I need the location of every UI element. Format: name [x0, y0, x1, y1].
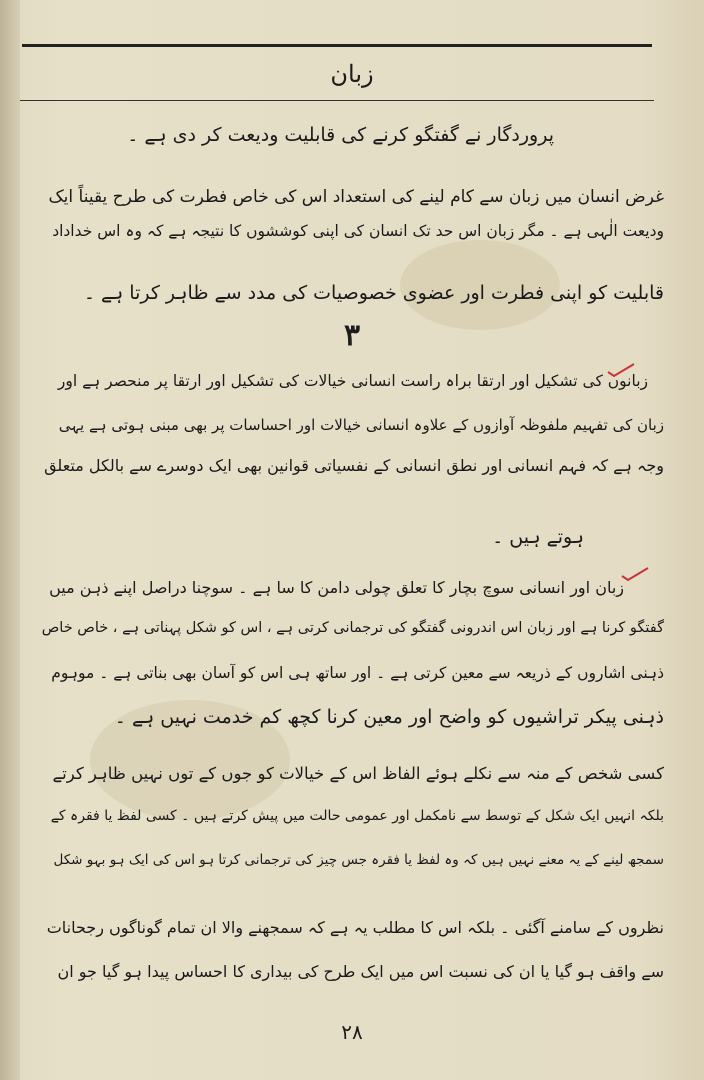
text-line: بلکہ انہیں ایک شکل کے توسط سے نامکمل اور عمومی حالت میں پیش کرتے ہیں ۔ کسی لفظ یا فقرہ کے	[50, 808, 664, 824]
red-checkmark-icon	[620, 566, 650, 582]
header-rule-bottom	[20, 100, 654, 101]
book-binding-edge	[0, 0, 20, 1080]
text-line: نظروں کے سامنے آگئی ۔ بلکہ اس کا مطلب یہ ہے کہ سمجھنے والا ان تمام گوناگوں رجحانات	[46, 918, 664, 937]
text-line: ہوتے ہیں ۔	[492, 526, 584, 548]
header-rule-top	[22, 44, 652, 47]
text-line: زبانوں کی تشکیل اور ارتقا براہ راست انسانی خیالات کی تشکیل اور ارتقا پر منحصر ہے اور	[57, 372, 648, 390]
text-line: گفتگو کرنا ہے اور زبان اس اندرونی گفتگو کی ترجمانی کرتی ہے ، اس کو شکل پہناتی ہے ، خاص خاص	[41, 620, 664, 636]
text-line: ودیعت الٰہی ہے ۔ مگر زبان اس حد تک انسان کی اپنی کوششوں کا نتیجہ ہے کہ وہ اس خداداد	[52, 222, 664, 240]
text-line: زبان اور انسانی سوچ بچار کا تعلق چولی دامن کا سا ہے ۔ سوچنا دراصل اپنے ذہن میں	[49, 578, 624, 597]
text-line: سے واقف ہو گیا یا ان کی نسبت اس میں ایک طرح کی بیداری کا احساس پیدا ہو گیا جو ان	[57, 962, 664, 981]
text-line: زبان کی تفہیم ملفوظہ آوازوں کے علاوہ انسانی خیالات اور احساسات پر بھی مبنی ہوتی ہے یہی	[58, 416, 664, 434]
text-line: غرض انسان میں زبان سے کام لینے کی استعداد اس کی خاص فطرت کی طرح یقیناً ایک	[48, 187, 664, 207]
text-line: سمجھ لینے کے یہ معنے نہیں ہیں کہ وہ لفظ یا فقرہ جس چیز کی ترجمانی کرتا ہو اس کی ایک ہو بہو شکل	[53, 852, 664, 868]
text-line: وجہ ہے کہ فہم انسانی اور نطق انسانی کے نفسیاتی قوانین بھی ایک دوسرے سے بالکل متعلق	[44, 456, 664, 475]
text-line: پروردگار نے گفتگو کرنے کی قابلیت ودیعت کر دی ہے ۔	[127, 124, 554, 146]
text-line: ذہنی پیکر تراشیوں کو واضح اور معین کرنا کچھ کم خدمت نہیں ہے ۔	[114, 706, 664, 728]
text-line: کسی شخص کے منہ سے نکلے ہوئے الفاظ اس کے خیالات کو جوں کے توں نہیں ظاہر کرتے	[52, 764, 664, 783]
section-number: ۳	[343, 318, 361, 353]
text-line: ذہنی اشاروں کے ذریعہ سے معین کرتی ہے ۔ اور ساتھ ہی اس کو آسان بھی بناتی ہے ۔ موہوم	[51, 664, 664, 682]
text-line: قابلیت کو اپنی فطرت اور عضوی خصوصیات کی مدد سے ظاہر کرتا ہے ۔	[83, 282, 664, 304]
running-header-title: زبان	[330, 60, 374, 88]
page-number: ۲۸	[341, 1020, 363, 1044]
